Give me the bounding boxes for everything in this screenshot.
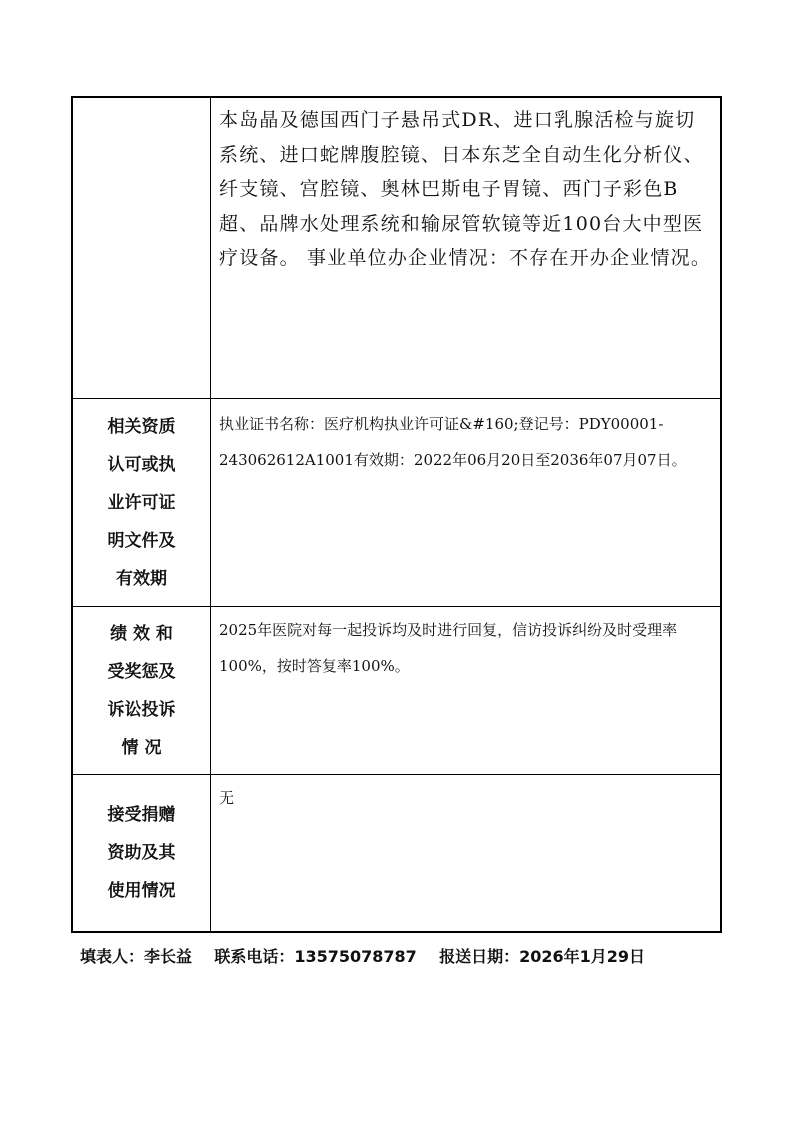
filler-label: 填表人： [80, 947, 145, 966]
equipment-text: 本岛晶及德国西门子悬吊式DR、进口乳腺活检与旋切系统、进口蛇牌腹腔镜、日本东芝全自动生化分析仪、纤支镜、宫腔镜、奥林巴斯电子胃镜、西门子彩色B超、品牌水处理系统和输尿管软镜等近100台大中型医疗设备。 事业单位办企业情况：不存在开办企业情况。 [219, 109, 712, 269]
phone-label: 联系电话： [214, 947, 295, 966]
date-label: 报送日期： [439, 947, 520, 966]
performance-content-cell [211, 607, 720, 774]
label-line: 相关资质 [107, 416, 176, 437]
donation-text: 无 [219, 789, 235, 807]
performance-text: 2025年医院对每一起投诉均及时进行回复，信访投诉纠纷及时受理率100%，按时答复率100%。 [219, 621, 678, 675]
label-line: 接受捐赠 [107, 805, 176, 825]
donation-content-cell [211, 775, 720, 931]
qualification-text: 执业证书名称：医疗机构执业许可证&#160;登记号：PDY00001-243062612A1001有效期：2022年06月20日至2036年07月07日。 [219, 415, 687, 469]
qualification-content-cell [211, 399, 720, 606]
label-line: 资助及其 [107, 843, 176, 863]
performance-label [108, 615, 176, 767]
equipment-content-cell [211, 98, 720, 398]
label-line: 绩 效 和 [110, 623, 173, 644]
info-table [71, 96, 722, 933]
table-row-equipment [73, 98, 720, 399]
label-line: 业许可证 [107, 492, 176, 513]
report-date: 2026年1月29日 [519, 947, 646, 966]
donation-label-cell [73, 775, 211, 931]
table-row-donation [73, 775, 720, 931]
donation-label [108, 796, 176, 910]
label-line: 使用情况 [107, 881, 176, 901]
phone-number: 13575078787 [294, 947, 417, 966]
label-line: 诉讼投诉 [107, 699, 176, 720]
qualification-label-cell [73, 399, 211, 606]
table-row-qualification [73, 399, 720, 607]
form-footer [80, 944, 645, 967]
label-line: 有效期 [116, 568, 167, 589]
qualification-label [108, 408, 176, 598]
label-line: 明文件及 [107, 530, 176, 551]
equipment-label-cell [73, 98, 211, 398]
label-line: 认可或执 [107, 454, 176, 475]
table-row-performance [73, 607, 720, 775]
label-line: 受奖惩及 [107, 661, 176, 682]
performance-label-cell [73, 607, 211, 774]
label-line: 情 况 [121, 737, 162, 758]
filler-name: 李长益 [144, 947, 193, 966]
